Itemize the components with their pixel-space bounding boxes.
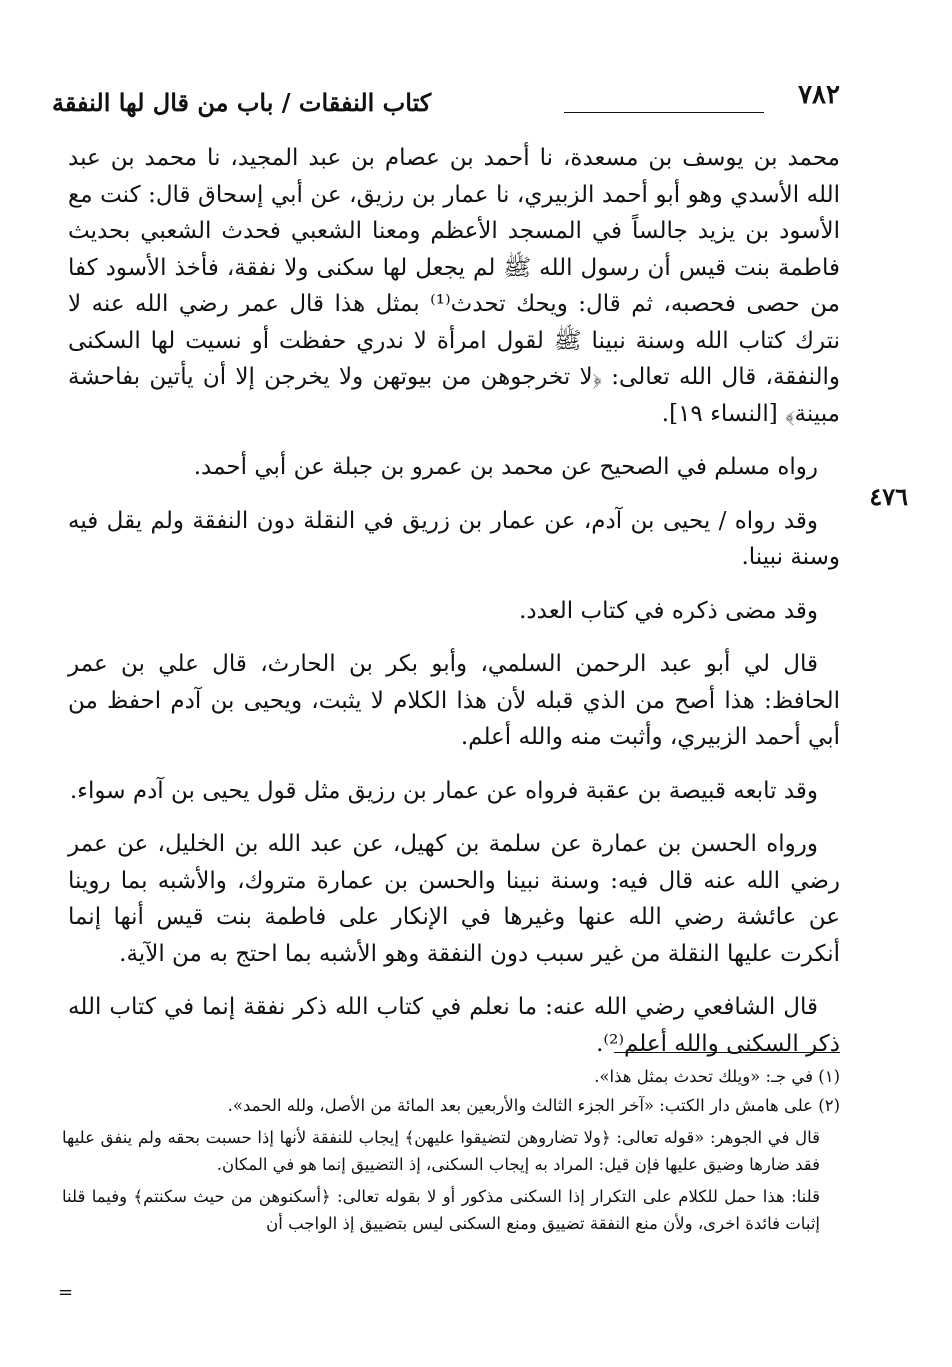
continuation-mark: = [58,1282,74,1303]
running-title: كتاب النفقات / باب من قال لها النفقة [52,88,432,117]
footnote-separator [614,1052,840,1053]
paragraph: وقد تابعه قبيصة بن عقبة فرواه عن عمار بن رزيق مثل قول يحيى بن آدم سواء. [69,777,818,804]
paragraph: وقد رواه / يحيى بن آدم، عن عمار بن زريق في النقلة دون النفقة ولم يقل فيه وسنة نبينا. [68,507,840,570]
main-text [68,140,840,1079]
footnote-continuation: قال في الجوهر: «قوله تعالى: ﴿ولا تضاروهن لتضيقوا عليهن﴾ إيجاب للنفقة لأنها إذا حسبت بحقه ولم ينفق عليها فقد ضارها وضيق عليها فإن قيل: المراد به إيجاب السكنى، إذ التضييق إنما هو في المكان. [62,1128,820,1174]
footnote: (٢) على هامش دار الكتب: «آخر الجزء الثالث والأربعين بعد المائة من الأصل، ولله الحمد». [227,1095,840,1115]
paragraph: وقد مضى ذكره في كتاب العدد. [519,597,818,624]
paragraph: رواه مسلم في الصحيح عن محمد بن عمرو بن جبلة عن أبي أحمد. [193,454,818,480]
page-number: ٧٨٢ [798,80,840,110]
header-rule [564,112,764,113]
page-header [52,78,840,122]
paragraph: محمد بن يوسف بن مسعدة، نا أحمد بن عصام بن عبد المجيد، نا محمد بن عبد الله الأسدي وهو أبو أحمد الزبيري، نا عمار بن رزيق، عن أبي إسحاق قال: كنت مع الأسود بن يزيد جالساً في المسجد الأعظم ومعنا الشعبي فحدث الشعبي بحديث فاطمة بنت قيس أن رسول الله ﷺ لم يجعل لها سكنى ولا نفقة، فأخذ الأسود كفا من حصى فحصبه، ثم قال: ويحك تحدث⁽¹⁾ بمثل هذا قال عمر رضي الله عنه لا نترك كتاب الله وسنة نبينا ﷺ لقول امرأة لا ندري حفظت أو نسيت لها السكنى والنفقة، قال الله تعالى: ﴿لا تخرجوهن من بيوتهن ولا يخرجن إلا أن يأتين بفاحشة مبينة﴾ [النساء ١٩]. [68,145,840,427]
footnote: (١) في جـ: «ويلك تحدث بمثل هذا». [594,1067,840,1086]
paragraph: ورواه الحسن بن عمارة عن سلمة بن كهيل، عن عبد الله بن الخليل، عن عمر رضي الله عنه قال فيه: وسنة نبينا والحسن بن عمارة متروك، والأشبه بما روينا عن عائشة رضي الله عنها وغيرها في الإنكار على فاطمة بنت قيس أنها إنما أنكرت عليها النقلة من غير سبب دون النفقة وهو الأشبه بما احتج به من الآية. [68,831,840,967]
footnote-continuation: قلنا: هذا حمل للكلام على التكرار إذا السكنى مذكور أو لا بقوله تعالى: ﴿أسكنوهن من حيث سكنتم﴾ وفيما قلنا إثبات فائدة اخرى، ولأن منع النفقة تضييق ومنع السكنى ليس بتضييق إذ الواجب أن [62,1187,820,1233]
paragraph: قال لي أبو عبد الرحمن السلمي، وأبو بكر بن الحارث، قال علي بن عمر الحافظ: هذا أصح من الذي قبله لأن هذا الكلام لا يثبت، ويحيى بن آدم احفظ من أبي أحمد الزبيري، وأثبت منه والله أعلم. [68,651,840,750]
footnotes [62,1064,840,1239]
margin-page-number: ٤٧٦ [869,482,908,511]
paragraph: قال الشافعي رضي الله عنه: ما نعلم في كتاب الله ذكر نفقة إنما في كتاب الله ذكر السكنى والله أعلم⁽²⁾. [68,994,840,1057]
